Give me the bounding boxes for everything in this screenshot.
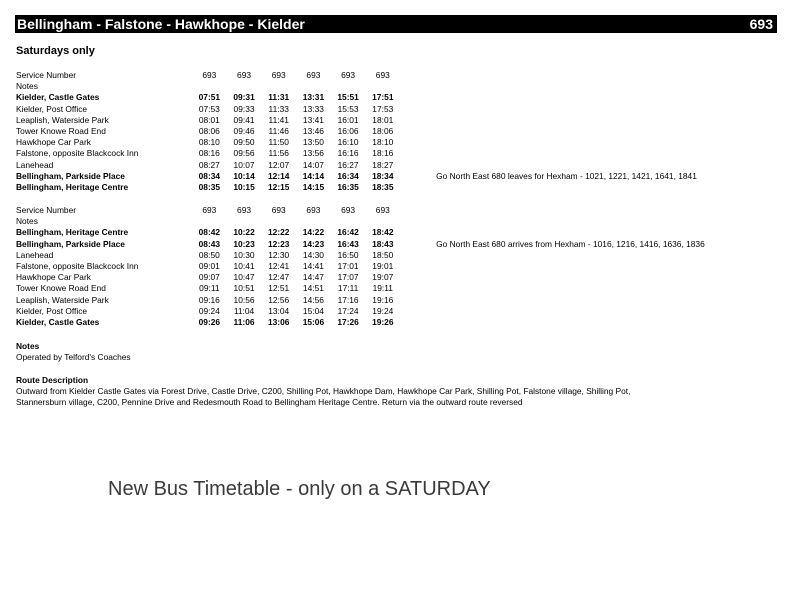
route-title: Bellingham - Falstone - Hawkhope - Kielder: [17, 16, 305, 32]
stop-name: Bellingham, Heritage Centre: [16, 227, 129, 238]
departure-time: 693: [375, 205, 390, 215]
departure-time: 09:46: [233, 126, 255, 137]
notes-heading: Notes: [16, 341, 40, 351]
column-gap: [400, 317, 436, 328]
departure-time: 19:24: [372, 305, 394, 316]
timetable-row: [16, 295, 705, 306]
departure-time: 18:34: [372, 170, 394, 181]
departure-time: 13:06: [268, 317, 290, 328]
connection-note: [436, 306, 705, 317]
notes-text: Operated by Telford's Coaches: [16, 352, 131, 363]
departure-time: 09:31: [233, 92, 255, 103]
departure-time: 16:43: [337, 238, 359, 249]
departure-time: 693: [202, 205, 217, 215]
route-description-heading: Route Description: [16, 375, 89, 385]
stop-name: Kielder, Post Office: [16, 305, 88, 316]
departure-time: 16:16: [337, 148, 359, 159]
departure-time: 693: [271, 205, 286, 215]
departure-time: 09:11: [199, 283, 220, 294]
timetable-row: [16, 104, 697, 115]
connection-note: [436, 160, 697, 171]
departure-time: 09:16: [198, 294, 220, 305]
column-gap: [400, 283, 436, 294]
connection-note: Go North East 680 arrives from Hexham - 1016, 1216, 1416, 1636, 1836: [436, 238, 705, 249]
departure-time: 09:41: [233, 114, 255, 125]
departure-time: 10:14: [233, 170, 255, 181]
departure-time: 12:47: [268, 272, 290, 283]
stop-name: Bellingham, Parkside Place: [16, 170, 125, 181]
connection-note: [436, 295, 705, 306]
departure-time: [192, 81, 227, 92]
connection-note: [436, 137, 697, 148]
route-description-section: [16, 375, 716, 409]
departure-time: [227, 216, 262, 227]
departure-time: [192, 216, 227, 227]
departure-time: 14:07: [302, 159, 324, 170]
timetable-row: [16, 81, 697, 92]
departure-time: 12:41: [268, 261, 290, 272]
departure-time: 13:04: [268, 305, 290, 316]
route-description-line-2: Stannersburn village, C200, Pennine Drive and Redesmouth Road to Bellingham Heritage Centre. Return via the outward route reversed: [16, 397, 523, 408]
departure-time: 08:06: [198, 126, 220, 137]
column-gap: [400, 306, 436, 317]
departure-time: 08:01: [198, 114, 220, 125]
column-gap: [400, 70, 436, 81]
departure-time: 12:14: [268, 170, 290, 181]
departure-time: 08:43: [198, 238, 221, 249]
departure-time: 10:41: [233, 261, 255, 272]
stop-name: Hawkhope Car Park: [16, 137, 91, 148]
departure-time: 16:06: [337, 126, 359, 137]
departure-time: 18:10: [372, 137, 394, 148]
departure-time: 09:01: [198, 261, 220, 272]
timetable-row: [16, 160, 697, 171]
stop-name: Tower Knowe Road End: [16, 126, 106, 137]
timetable-row: [16, 250, 705, 261]
stop-name: Bellingham, Heritage Centre: [16, 182, 129, 193]
return-timetable: [16, 205, 705, 328]
departure-time: 10:22: [233, 227, 255, 238]
stop-name: Hawkhope Car Park: [16, 272, 91, 283]
departure-time: 11:06: [233, 317, 255, 328]
departure-time: 18:43: [372, 238, 394, 249]
timetable-row: [16, 171, 697, 182]
departure-time: 15:06: [302, 317, 325, 328]
departure-time: 19:16: [372, 294, 394, 305]
connection-note: Go North East 680 leaves for Hexham - 1021, 1221, 1421, 1641, 1841: [436, 170, 697, 181]
departure-time: 16:42: [337, 227, 359, 238]
departure-time: 15:53: [337, 103, 359, 114]
timetable-row: [16, 306, 705, 317]
notes-section: [16, 341, 716, 363]
departure-time: [261, 216, 296, 227]
column-gap: [400, 261, 436, 272]
departure-time: 08:34: [198, 170, 221, 181]
departure-time: 19:11: [372, 283, 393, 294]
departure-time: 13:56: [302, 148, 324, 159]
connection-note: [436, 272, 705, 283]
stop-name: Leaplish, Waterside Park: [16, 114, 109, 125]
stop-name: Service Number: [16, 70, 77, 80]
departure-time: 10:30: [233, 249, 255, 260]
departure-time: 15:04: [302, 305, 324, 316]
timetable-row: [16, 115, 697, 126]
column-gap: [400, 205, 436, 216]
column-gap: [400, 239, 436, 250]
departure-time: 08:16: [198, 148, 220, 159]
departure-time: 18:16: [372, 148, 394, 159]
departure-time: 08:10: [198, 137, 220, 148]
departure-time: 16:01: [337, 114, 359, 125]
departure-time: [331, 216, 366, 227]
departure-time: 14:30: [302, 249, 324, 260]
departure-time: 09:24: [198, 305, 220, 316]
connection-note: [436, 70, 697, 81]
departure-time: 11:04: [233, 305, 255, 316]
timetable-row: [16, 137, 697, 148]
column-gap: [400, 137, 436, 148]
departure-time: 13:31: [302, 92, 325, 103]
departure-time: 07:51: [198, 92, 221, 103]
connection-note: [436, 283, 705, 294]
departure-time: 10:23: [233, 238, 255, 249]
departure-time: 19:01: [372, 261, 394, 272]
column-gap: [400, 216, 436, 227]
connection-note: [436, 261, 705, 272]
departure-time: 11:56: [268, 148, 289, 159]
departure-time: 11:46: [268, 126, 289, 137]
departure-time: 14:23: [302, 238, 325, 249]
departure-time: 17:16: [337, 294, 359, 305]
timetable-row: [16, 70, 697, 81]
connection-note: [436, 104, 697, 115]
connection-note: [436, 126, 697, 137]
timetable-row: [16, 205, 705, 216]
timetable-row: [16, 227, 705, 238]
connection-note: [436, 92, 697, 103]
departure-time: [296, 216, 331, 227]
departure-time: 693: [341, 205, 356, 215]
departure-time: 09:56: [233, 148, 255, 159]
departure-time: 10:15: [233, 182, 255, 193]
departure-time: 18:01: [372, 114, 394, 125]
departure-time: 09:33: [233, 103, 255, 114]
stop-name: Kielder, Castle Gates: [16, 317, 100, 328]
connection-note: [436, 115, 697, 126]
departure-time: 17:51: [372, 92, 394, 103]
stop-name: Falstone, opposite Blackcock Inn: [16, 148, 139, 159]
column-gap: [400, 227, 436, 238]
departure-time: 12:07: [268, 159, 290, 170]
departure-time: 16:10: [337, 137, 359, 148]
departure-time: 14:41: [302, 261, 324, 272]
column-gap: [400, 160, 436, 171]
departure-time: 11:33: [268, 103, 289, 114]
route-number: 693: [749, 16, 773, 32]
departure-time: 07:53: [198, 103, 220, 114]
departure-time: 17:53: [372, 103, 394, 114]
departure-time: 14:22: [302, 227, 325, 238]
timetable-row: [16, 261, 705, 272]
stop-name: Lanehead: [16, 249, 54, 260]
departure-time: 16:34: [337, 170, 359, 181]
timetable-row: [16, 283, 705, 294]
column-gap: [400, 126, 436, 137]
departure-time: 17:11: [337, 283, 359, 294]
departure-time: 693: [306, 205, 321, 215]
departure-time: 693: [306, 70, 321, 80]
timetable-row: [16, 216, 705, 227]
departure-time: 15:51: [337, 92, 359, 103]
outbound-timetable: [16, 70, 697, 193]
timetable-row: [16, 272, 705, 283]
column-gap: [400, 250, 436, 261]
departure-time: [365, 216, 400, 227]
operating-days: Saturdays only: [16, 45, 95, 57]
departure-time: 12:30: [268, 249, 290, 260]
column-gap: [400, 92, 436, 103]
departure-time: 12:56: [268, 294, 290, 305]
departure-time: [227, 81, 262, 92]
route-description-line-1: Outward from Kielder Castle Gates via Forest Drive, Castle Drive, C200, Shilling Pot, Hawkhope Dam, Hawkhope Car Park, Shilling Pot, Falstone village, Shilling Pot,: [16, 386, 631, 397]
departure-time: 18:06: [372, 126, 394, 137]
departure-time: 18:50: [372, 249, 394, 260]
departure-time: 12:22: [268, 227, 290, 238]
connection-note: [436, 205, 705, 216]
departure-time: 18:42: [372, 227, 394, 238]
departure-time: 14:56: [302, 294, 324, 305]
departure-time: 16:50: [337, 249, 359, 260]
departure-time: 08:42: [198, 227, 221, 238]
timetable-row: [16, 148, 697, 159]
departure-time: [296, 81, 331, 92]
departure-time: 16:27: [337, 159, 359, 170]
departure-time: 693: [237, 70, 252, 80]
departure-time: 09:50: [233, 137, 255, 148]
departure-time: 18:27: [372, 159, 394, 170]
connection-note: [436, 317, 705, 328]
timetable-row: [16, 92, 697, 103]
stop-name: Notes: [16, 216, 38, 227]
column-gap: [400, 81, 436, 92]
departure-time: 19:26: [372, 317, 394, 328]
departure-time: 693: [202, 70, 217, 80]
departure-time: 08:27: [198, 159, 220, 170]
timetable-row: [16, 182, 697, 193]
column-gap: [400, 272, 436, 283]
departure-time: 19:07: [372, 272, 394, 283]
timetable-row: [16, 317, 705, 328]
departure-time: 17:26: [337, 317, 359, 328]
saturday-banner: New Bus Timetable - only on a SATURDAY: [108, 478, 491, 500]
departure-time: 08:35: [198, 182, 221, 193]
column-gap: [400, 295, 436, 306]
stop-name: Kielder, Post Office: [16, 103, 88, 114]
timetable-header-bar: [15, 15, 777, 33]
timetable-row: [16, 126, 697, 137]
departure-time: 10:51: [233, 283, 255, 294]
departure-time: 693: [237, 205, 252, 215]
column-gap: [400, 148, 436, 159]
departure-time: 11:41: [268, 114, 289, 125]
departure-time: 13:50: [302, 137, 324, 148]
departure-time: 16:35: [337, 182, 359, 193]
departure-time: 693: [271, 70, 286, 80]
departure-time: 14:47: [302, 272, 324, 283]
departure-time: 09:26: [198, 317, 221, 328]
departure-time: 10:47: [233, 272, 255, 283]
departure-time: [365, 81, 400, 92]
departure-time: 12:15: [268, 182, 290, 193]
departure-time: 13:46: [302, 126, 324, 137]
stop-name: Notes: [16, 81, 38, 92]
stop-name: Service Number: [16, 205, 77, 215]
connection-note: [436, 182, 697, 193]
column-gap: [400, 182, 436, 193]
column-gap: [400, 171, 436, 182]
departure-time: 12:23: [268, 238, 290, 249]
stop-name: Falstone, opposite Blackcock Inn: [16, 261, 139, 272]
departure-time: 693: [341, 70, 356, 80]
departure-time: 10:07: [233, 159, 255, 170]
departure-time: 14:14: [302, 170, 325, 181]
departure-time: 13:33: [302, 103, 324, 114]
connection-note: [436, 227, 705, 238]
connection-note: [436, 216, 705, 227]
departure-time: 14:51: [302, 283, 324, 294]
stop-name: Lanehead: [16, 159, 54, 170]
connection-note: [436, 81, 697, 92]
departure-time: [261, 81, 296, 92]
stop-name: Bellingham, Parkside Place: [16, 238, 125, 249]
departure-time: 693: [375, 70, 390, 80]
timetable-row: [16, 239, 705, 250]
departure-time: 11:50: [268, 137, 289, 148]
connection-note: [436, 148, 697, 159]
column-gap: [400, 104, 436, 115]
stop-name: Tower Knowe Road End: [16, 283, 106, 294]
departure-time: 11:31: [268, 92, 290, 103]
stop-name: Kielder, Castle Gates: [16, 92, 100, 103]
column-gap: [400, 115, 436, 126]
departure-time: 14:15: [302, 182, 325, 193]
departure-time: 12:51: [268, 283, 290, 294]
stop-name: Leaplish, Waterside Park: [16, 294, 109, 305]
departure-time: [331, 81, 366, 92]
departure-time: 10:56: [233, 294, 255, 305]
departure-time: 17:01: [337, 261, 359, 272]
departure-time: 08:50: [198, 249, 220, 260]
departure-time: 09:07: [198, 272, 220, 283]
connection-note: [436, 250, 705, 261]
departure-time: 17:24: [337, 305, 359, 316]
departure-time: 18:35: [372, 182, 394, 193]
departure-time: 17:07: [337, 272, 359, 283]
departure-time: 13:41: [302, 114, 324, 125]
